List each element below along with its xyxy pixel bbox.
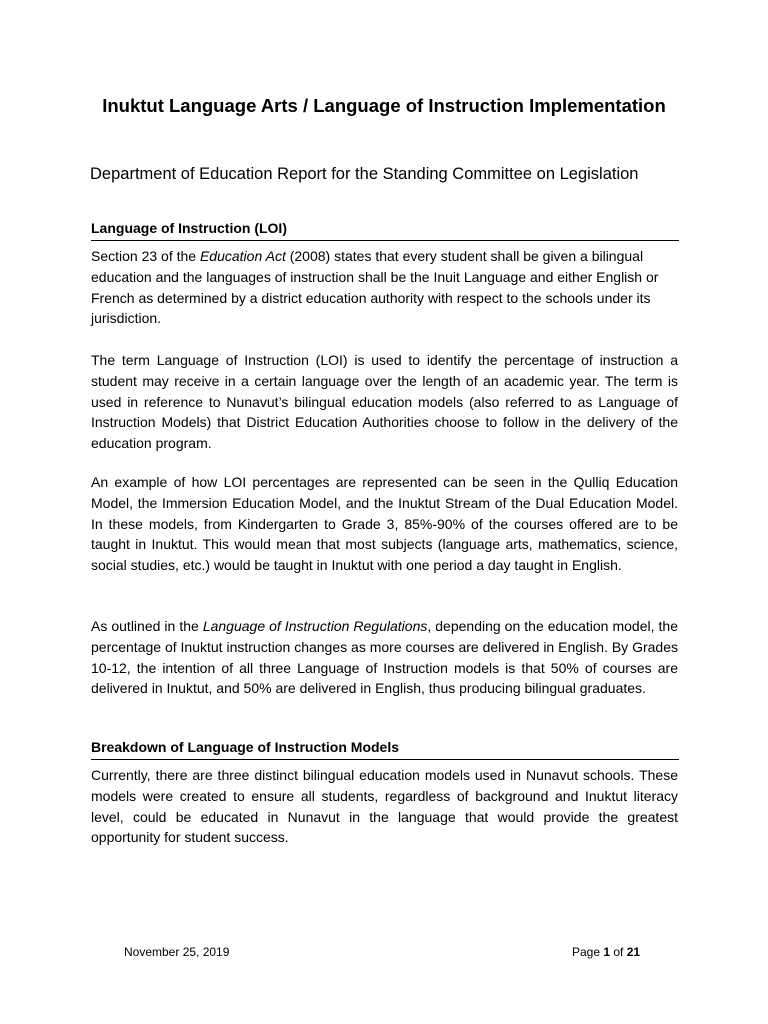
footer-page-number [572,944,640,960]
loi-paragraph-1 [91,246,678,329]
page-total: 21 [626,945,641,959]
loi-paragraph-3: An example of how LOI percentages are represented can be seen in the Qulliq Education Model, the Immersion Education Model, and the Inuktut Stream of the Dual Education Model. In these models, from Kindergarten to Grade 3, 85%-90% of the courses offered are to be taught in Inuktut. This would mean that most subjects (language arts, mathematics, science, social studies, etc.) would be taught in Inuktut with one period a day taught in English. [91,474,678,574]
education-act-citation: Education Act [199,248,286,264]
footer-date: November 25, 2019 [124,945,230,959]
loi-regulations-citation: Language of Instruction Regulations [202,618,428,634]
loi-paragraph-4-rest: , depending on the education model, the percentage of Inuktut instruction changes as more courses are delivered in English. By Grades 10-12, the intention of all three Language of Instruction models is that 50% of courses are delivered in Inuktut, and 50% are delivered in English, thus producing bilingual graduates. [91,618,678,697]
page-current: 1 [603,945,611,959]
loi-paragraph-2: The term Language of Instruction (LOI) is used to identify the percentage of instruction a student may receive in a certain language over the length of an academic year. The term is used in reference to Nunavut’s bilingual education models (also referred to as Language of Instruction Models) that District Education Authorities choose to follow in the delivery of the education program. [91,352,678,452]
document-subtitle: Department of Education Report for the Standing Committee on Legislation [90,165,639,183]
loi-paragraph-4 [91,616,678,699]
page-of: of [610,945,627,959]
loi-paragraph-1-lead: Section 23 of the [91,248,200,264]
section-heading-loi: Language of Instruction (LOI) [91,219,679,241]
document-title: Inuktut Language Arts / Language of Instruction Implementation [102,95,666,116]
loi-paragraph-4-lead: As outlined in the [91,618,203,634]
models-paragraph-1: Currently, there are three distinct bilingual education models used in Nunavut schools. These models were created to ensure all students, regardless of background and Inuktut literacy level, could be educated in Nunavut in the language that would provide the greatest opportunity for student success. [91,767,678,846]
loi-paragraph-1-rest: (2008) states that every student shall be given a bilingual education and the languages of instruction shall be the Inuit Language and either English or French as determined by a district education authority with respect to the schools under its jurisdiction. [91,248,659,327]
page-label: Page [572,945,604,959]
section-heading-models: Breakdown of Language of Instruction Models [91,738,679,760]
